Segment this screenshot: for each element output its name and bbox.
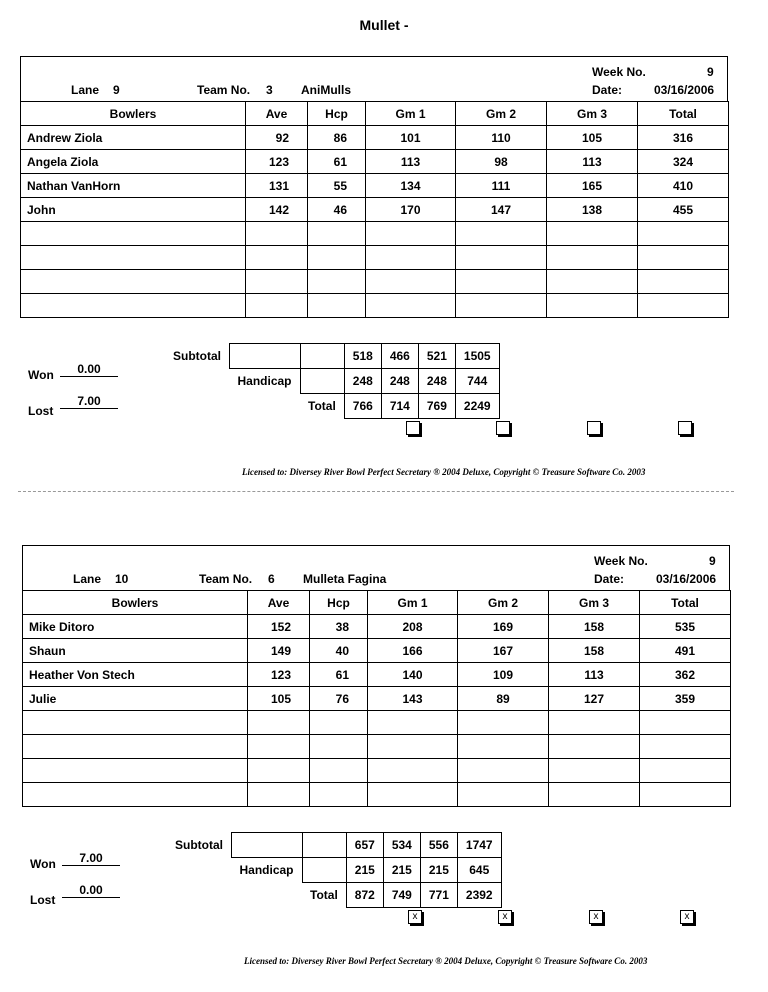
license-text: Licensed to: Diversey River Bowl Perfect Secretary ® 2004 Deluxe, Copyright © Treasure Software Co. 2003: [242, 467, 646, 477]
score-cell: [308, 270, 366, 294]
score-cell: 86: [308, 126, 366, 150]
score-cell: 158: [549, 639, 640, 663]
table-row: [23, 783, 731, 807]
table-row: [23, 711, 731, 735]
week-value: 9: [707, 65, 714, 79]
subtotal-row: [165, 344, 499, 369]
score-cell: [456, 294, 547, 318]
score-cell: 362: [640, 663, 731, 687]
score-cell: 127: [549, 687, 640, 711]
subtotal-cell: 556: [420, 833, 457, 858]
game-winner-checkbox[interactable]: [587, 421, 601, 435]
score-cell: 359: [640, 687, 731, 711]
table-row: [23, 639, 731, 663]
handicap-cell: 215: [346, 858, 383, 883]
table-row: [23, 687, 731, 711]
total-cell: 766: [344, 394, 381, 419]
table-row: [23, 735, 731, 759]
score-cell: 110: [456, 126, 547, 150]
date-label: Date:: [592, 83, 623, 97]
score-cell: [456, 222, 547, 246]
score-cell: [246, 270, 308, 294]
lost-field: [30, 883, 103, 907]
score-cell: [549, 711, 640, 735]
won-field: [28, 362, 101, 382]
game-winner-checkbox[interactable]: x: [498, 910, 512, 924]
score-cell: 123: [248, 663, 310, 687]
handicap-row: [165, 369, 499, 394]
table-row: [23, 663, 731, 687]
column-header: Gm 2: [458, 591, 549, 615]
handicap-row: [167, 858, 501, 883]
score-cell: [458, 783, 549, 807]
score-cell: 316: [638, 126, 729, 150]
score-cell: [366, 246, 456, 270]
score-cell: 143: [368, 687, 458, 711]
bowler-name: Angela Ziola: [21, 150, 246, 174]
table-row: [21, 126, 729, 150]
score-cell: 169: [458, 615, 549, 639]
score-cell: 140: [368, 663, 458, 687]
game-winner-checkbox[interactable]: x: [680, 910, 694, 924]
score-cell: 55: [308, 174, 366, 198]
score-cell: 113: [549, 663, 640, 687]
lane-value: 10: [115, 572, 129, 586]
score-cell: [547, 222, 638, 246]
score-cell: 38: [310, 615, 368, 639]
table-row: [21, 198, 729, 222]
handicap-cell: 248: [344, 369, 381, 394]
subtotal-cell: 534: [383, 833, 420, 858]
score-cell: 105: [547, 126, 638, 150]
score-cell: 149: [248, 639, 310, 663]
column-header: Ave: [248, 591, 310, 615]
score-cell: [246, 246, 308, 270]
bowler-name: [23, 783, 248, 807]
score-cell: 142: [246, 198, 308, 222]
score-cell: [308, 294, 366, 318]
bowler-name: Heather Von Stech: [23, 663, 248, 687]
page-title: Mullet -: [359, 17, 409, 33]
team-name: Mulleta Fagina: [303, 572, 387, 586]
score-cell: 109: [458, 663, 549, 687]
game-winner-checkbox[interactable]: [406, 421, 420, 435]
lost-field: [28, 394, 101, 418]
lost-value: 7.00: [60, 394, 118, 409]
score-cell: 113: [366, 150, 456, 174]
team-number: 3: [266, 83, 273, 97]
lane-label: Lane: [71, 83, 100, 97]
subtotal-cell: 1505: [455, 344, 499, 369]
subtotal-label: Subtotal: [175, 838, 223, 852]
table-row: [21, 246, 729, 270]
table-row: [21, 294, 729, 318]
won-value: 0.00: [60, 362, 118, 377]
total-cell: 749: [383, 883, 420, 908]
page-separator: [18, 491, 734, 492]
column-header: Gm 2: [456, 102, 547, 126]
team-label: Team No.: [199, 572, 253, 586]
date-value: 03/16/2006: [656, 572, 717, 586]
date-label: Date:: [594, 572, 625, 586]
lost-label: Lost: [28, 404, 54, 418]
score-cell: [547, 270, 638, 294]
week-label: Week No.: [592, 65, 646, 79]
table-row: [21, 174, 729, 198]
bowler-name: [23, 735, 248, 759]
score-cell: 170: [366, 198, 456, 222]
score-cell: [547, 246, 638, 270]
lane-value: 9: [113, 83, 120, 97]
bowler-name: [23, 759, 248, 783]
score-cell: [638, 294, 729, 318]
won-value: 7.00: [62, 851, 120, 866]
column-header: Hcp: [310, 591, 368, 615]
score-cell: [368, 783, 458, 807]
subtotal-cell: 466: [381, 344, 418, 369]
score-cell: [366, 294, 456, 318]
score-cell: [458, 759, 549, 783]
column-header: Gm 3: [549, 591, 640, 615]
team-label: Team No.: [197, 83, 251, 97]
lost-value: 0.00: [62, 883, 120, 898]
score-cell: [310, 735, 368, 759]
bowler-name: Andrew Ziola: [21, 126, 246, 150]
score-cell: 131: [246, 174, 308, 198]
column-header: Bowlers: [21, 102, 246, 126]
week-label: Week No.: [594, 554, 648, 568]
handicap-cell: 645: [457, 858, 501, 883]
bowler-name: [23, 711, 248, 735]
score-cell: [640, 783, 731, 807]
score-cell: [458, 711, 549, 735]
table-row: [21, 270, 729, 294]
bowler-name: Nathan VanHorn: [21, 174, 246, 198]
score-cell: 123: [246, 150, 308, 174]
bowler-name: [21, 246, 246, 270]
score-cell: 535: [640, 615, 731, 639]
column-header: Hcp: [308, 102, 366, 126]
score-cell: [366, 222, 456, 246]
score-cell: 208: [368, 615, 458, 639]
score-cell: [458, 735, 549, 759]
score-cell: 113: [547, 150, 638, 174]
bowler-name: Mike Ditoro: [23, 615, 248, 639]
total-cell: 872: [346, 883, 383, 908]
score-cell: [310, 759, 368, 783]
score-cell: 410: [638, 174, 729, 198]
score-cell: 138: [547, 198, 638, 222]
score-cell: [549, 759, 640, 783]
handicap-label: Handicap: [239, 863, 294, 878]
table-row: [23, 759, 731, 783]
score-cell: 92: [246, 126, 308, 150]
score-cell: [246, 294, 308, 318]
score-cell: [549, 735, 640, 759]
score-cell: [640, 735, 731, 759]
handicap-cell: 248: [381, 369, 418, 394]
team-name: AniMulls: [301, 83, 351, 97]
score-cell: 134: [366, 174, 456, 198]
score-cell: 152: [248, 615, 310, 639]
won-field: [30, 851, 103, 871]
column-header: Gm 1: [366, 102, 456, 126]
column-header: Ave: [246, 102, 308, 126]
handicap-cell: 215: [383, 858, 420, 883]
score-cell: 111: [456, 174, 547, 198]
column-header: Gm 3: [547, 102, 638, 126]
column-header: Gm 1: [368, 591, 458, 615]
total-label: Total: [310, 888, 338, 903]
won-label: Won: [28, 368, 54, 382]
score-cell: [640, 759, 731, 783]
game-winner-checkbox[interactable]: [678, 421, 692, 435]
bowler-name: [21, 222, 246, 246]
score-cell: 147: [456, 198, 547, 222]
score-cell: [248, 711, 310, 735]
score-cell: 166: [368, 639, 458, 663]
score-cell: 105: [248, 687, 310, 711]
total-row: [167, 883, 501, 908]
handicap-cell: 248: [418, 369, 455, 394]
subtotal-row: [167, 833, 501, 858]
subtotal-label: Subtotal: [173, 349, 221, 363]
team-number: 6: [268, 572, 275, 586]
score-cell: 76: [310, 687, 368, 711]
won-label: Won: [30, 857, 56, 871]
table-row: [21, 150, 729, 174]
total-cell: 2392: [457, 883, 501, 908]
score-cell: [638, 270, 729, 294]
bowler-name: John: [21, 198, 246, 222]
game-winner-checkbox[interactable]: [496, 421, 510, 435]
score-cell: 98: [456, 150, 547, 174]
score-cell: [547, 294, 638, 318]
score-cell: [456, 270, 547, 294]
totals-table: [167, 832, 502, 908]
total-label: Total: [308, 399, 336, 414]
score-cell: [248, 783, 310, 807]
score-cell: [368, 735, 458, 759]
total-row: [165, 394, 499, 419]
score-cell: [368, 711, 458, 735]
subtotal-cell: 518: [344, 344, 381, 369]
game-winner-checkbox[interactable]: x: [589, 910, 603, 924]
score-cell: 491: [640, 639, 731, 663]
score-cell: [638, 222, 729, 246]
score-cell: [638, 246, 729, 270]
score-cell: [308, 246, 366, 270]
score-cell: 324: [638, 150, 729, 174]
bowler-name: [21, 294, 246, 318]
total-cell: 771: [420, 883, 457, 908]
score-cell: 61: [310, 663, 368, 687]
sheet-header: [20, 56, 728, 102]
lane-label: Lane: [73, 572, 102, 586]
bowler-name: Julie: [23, 687, 248, 711]
bowler-name: Shaun: [23, 639, 248, 663]
bowlers-table: [20, 101, 729, 318]
subtotal-cell: 521: [418, 344, 455, 369]
bowlers-table: [22, 590, 731, 807]
total-cell: 769: [418, 394, 455, 419]
column-header: Total: [640, 591, 731, 615]
week-value: 9: [709, 554, 716, 568]
total-cell: 714: [381, 394, 418, 419]
score-cell: 40: [310, 639, 368, 663]
score-cell: [549, 783, 640, 807]
score-cell: [308, 222, 366, 246]
score-cell: [366, 270, 456, 294]
score-cell: 101: [366, 126, 456, 150]
table-row: [23, 615, 731, 639]
game-winner-checkbox[interactable]: x: [408, 910, 422, 924]
license-text: Licensed to: Diversey River Bowl Perfect Secretary ® 2004 Deluxe, Copyright © Treasure Software Co. 2003: [244, 956, 648, 966]
score-cell: [310, 783, 368, 807]
column-header: Total: [638, 102, 729, 126]
column-header: Bowlers: [23, 591, 248, 615]
totals-table: [165, 343, 500, 419]
handicap-cell: 744: [455, 369, 499, 394]
score-cell: 167: [458, 639, 549, 663]
handicap-label: Handicap: [237, 374, 292, 389]
date-value: 03/16/2006: [654, 83, 715, 97]
score-cell: [248, 759, 310, 783]
score-cell: [246, 222, 308, 246]
total-cell: 2249: [455, 394, 499, 419]
score-cell: 158: [549, 615, 640, 639]
subtotal-cell: 1747: [457, 833, 501, 858]
score-cell: [310, 711, 368, 735]
score-cell: [640, 711, 731, 735]
subtotal-cell: 657: [346, 833, 383, 858]
score-cell: 46: [308, 198, 366, 222]
score-cell: [248, 735, 310, 759]
score-cell: [456, 246, 547, 270]
score-cell: 455: [638, 198, 729, 222]
bowler-name: [21, 270, 246, 294]
score-cell: 165: [547, 174, 638, 198]
handicap-cell: 215: [420, 858, 457, 883]
score-cell: 61: [308, 150, 366, 174]
sheet-header: [22, 545, 730, 591]
table-row: [21, 222, 729, 246]
lost-label: Lost: [30, 893, 56, 907]
score-cell: [368, 759, 458, 783]
score-cell: 89: [458, 687, 549, 711]
